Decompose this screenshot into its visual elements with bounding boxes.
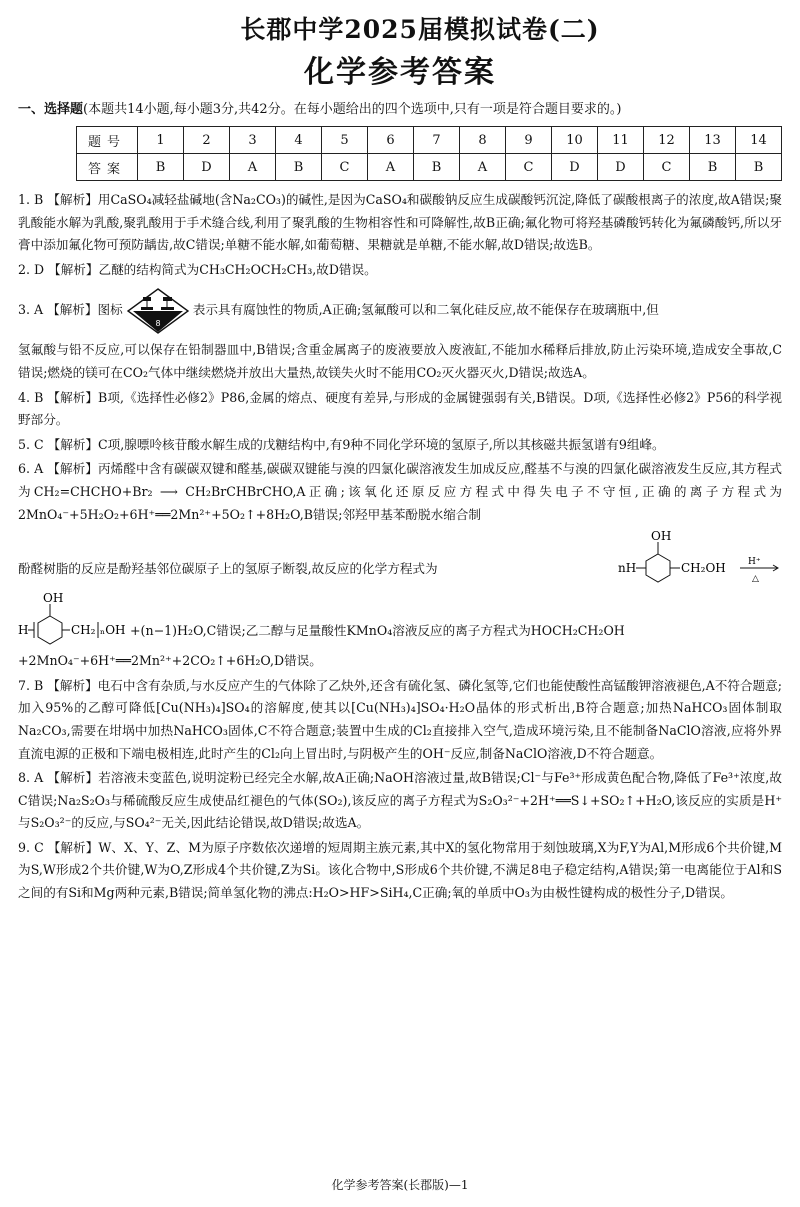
question-6a: 6. A 【解析】丙烯醛中含有碳碳双键和醛基,碳碳双键能与溴的四氯化碳溶液发生加成反应,醛基不与溴的四氯化碳溶液发生反应,其方程式为CH₂=CHCHO+Br₂ ⟶ CH₂BrCHBrCHO,A正确;该氧化还原反应方程式中得失电子不守恒,正确的离子方程式为2MnO₄⁻+5H₂O₂+6H⁺══2Mn²⁺+5O₂↑+8H₂O,B错误;邻羟甲基苯酚脱水缩合制 xyxy=(18,461,782,522)
polymer-ch2: CH₂ xyxy=(71,623,96,638)
doc-title: 化学参考答案 xyxy=(304,55,496,90)
table-cell: 6 xyxy=(368,127,414,154)
q3-text-b: 表示具有腐蚀性的物质,A正确;氢氟酸可以和二氧化硅反应,故不能保存在玻璃瓶中,但 xyxy=(192,302,659,318)
table-row xyxy=(77,127,782,154)
section-desc: (本题共14小题,每小题3分,共42分。在每小题给出的四个选项中,只有一项是符合题目要求的。) xyxy=(83,102,622,117)
table-row xyxy=(77,154,782,181)
table-cell: 3 xyxy=(230,127,276,154)
heat-delta: △ xyxy=(752,574,759,585)
question-6-structure-line xyxy=(18,528,782,584)
table-cell: 10 xyxy=(552,127,598,154)
table-cell: 7 xyxy=(414,127,460,154)
catalyst-h-plus: H⁺ xyxy=(748,557,761,568)
question-9: 9. C 【解析】W、X、Y、Z、M为原子序数依次递增的短周期主族元素,其中X的氢化物常用于刻蚀玻璃,X为F,Y为Al,M形成6个共价键,M为S,W形成2个共价键,W为O,Z形成4个共价键,Z为Si。该化合物中,S形成6个共价键,不满足8电子稳定结构,A错误;第一电离能位于Al和S之间的有Si和Mg两种元素,B错误;简单氢化物的沸点:H₂O>HF>SiH₄,C正确;氧的单质中O₃为由极性键构成的极性分子,D错误。 xyxy=(18,839,782,901)
table-cell: 13 xyxy=(690,127,736,154)
table-cell: C xyxy=(506,154,552,181)
table-cell: A xyxy=(460,154,506,181)
page-footer: 化学参考答案(长郡版)—1 xyxy=(331,1178,469,1192)
monomer-oh: OH xyxy=(651,529,672,544)
table-cell: B xyxy=(414,154,460,181)
school-title: 长郡中学2025届模拟试卷(二) xyxy=(240,15,600,44)
polymer-oh: OH xyxy=(43,591,64,606)
question-5: 5. C 【解析】C项,腺嘌呤核苷酸水解生成的戊糖结构中,有9种不同化学环境的氢原子,所以其核磁共振氢谱有9组峰。 xyxy=(18,436,665,452)
table-cell: C xyxy=(322,154,368,181)
question-6-polymer-line xyxy=(18,586,782,648)
hazard-number: 8 xyxy=(155,318,161,328)
table-cell: 9 xyxy=(506,127,552,154)
answer-table xyxy=(76,126,782,181)
question-2: 2. D 【解析】乙醚的结构简式为CH₃CH₂OCH₂CH₃,故D错误。 xyxy=(18,261,377,277)
question-3-line2: 氢氟酸与铅不反应,可以保存在铅制器皿中,B错误;含重金属离子的废液要放入废液缸,不能加水稀释后排放,防止污染环境,造成安全事故,C错误;燃烧的镁可在CO₂气体中继续燃烧并放出大量热,故镁失火时不能用CO₂灭火器灭火,D错误;故选A。 xyxy=(18,342,782,380)
monomer-ch2oh: CH₂OH xyxy=(681,561,726,576)
polymer-n-oh: ₙOH xyxy=(100,623,126,638)
question-4: 4. B 【解析】B项,《选择性必修2》P86,金属的熔点、硬度有差异,与形成的金属键强弱有关,B错误。D项,《选择性必修2》P56的科学视野部分。 xyxy=(18,389,782,428)
table-cell: B xyxy=(276,154,322,181)
table-cell: 2 xyxy=(184,127,230,154)
table-cell: D xyxy=(552,154,598,181)
corrosive-hazard-icon xyxy=(127,288,189,334)
table-head-number: 题号 xyxy=(77,127,138,154)
table-cell: 4 xyxy=(276,127,322,154)
q6-text-c: +(n−1)H₂O,C错误;乙二醇与足量酸性KMnO₄溶液反应的离子方程式为HOCH₂CH₂OH xyxy=(130,623,625,639)
section-label: 一、选择题 xyxy=(18,102,84,117)
question-8: 8. A 【解析】若溶液未变蓝色,说明淀粉已经完全水解,故A正确;NaOH溶液过量,故B错误;Cl⁻与Fe³⁺形成黄色配合物,降低了Fe³⁺浓度,故C错误;Na₂S₂O₃与稀硫酸反应生成使品红褪色的气体(SO₂),该反应的离子方程式为S₂O₃²⁻+2H⁺══S↓+SO₂↑+H₂O,该反应的实质是H⁺与S₂O₃²⁻的反应,与SO₄²⁻无关,因此结论错误,故D错误;故选A。 xyxy=(18,770,782,831)
q3-text-a: 3. A 【解析】图标 xyxy=(18,302,123,318)
section-heading xyxy=(18,100,782,120)
table-cell: 12 xyxy=(644,127,690,154)
q6-text-b: 酚醛树脂的反应是酚羟基邻位碳原子上的氢原子断裂,故反应的化学方程式为 xyxy=(18,561,438,577)
table-cell: B xyxy=(736,154,782,181)
table-cell: 1 xyxy=(138,127,184,154)
table-cell: D xyxy=(184,154,230,181)
table-cell: 11 xyxy=(598,127,644,154)
table-cell: D xyxy=(598,154,644,181)
table-cell: A xyxy=(230,154,276,181)
question-7: 7. B 【解析】电石中含有杂质,与水反应产生的气体除了乙炔外,还含有硫化氢、磷化氢等,它们也能使酸性高锰酸钾溶液褪色,A不符合题意;加入95%的乙醇可降低[Cu(NH₃)₄]SO₄的溶解度,使其以[Cu(NH₃)₄]SO₄·H₂O晶体的形式析出,B符合题意;加热NaHCO₃固体制取Na₂CO₃,需要在坩埚中加热NaHCO₃固体,C不符合题意;装置中生成的Cl₂直接排入空气,造成环境污染,且不能制备NaClO溶液,应将外界直流电源的正极和下端电极相连,此时产生的Cl₂向上冒出时,与阴极产生的OH⁻反应,制备NaClO溶液,D不符合题意。 xyxy=(18,677,782,761)
table-cell: C xyxy=(644,154,690,181)
monomer-n-h: nH xyxy=(618,561,637,576)
table-cell: 8 xyxy=(460,127,506,154)
monomer-structure xyxy=(618,528,788,584)
table-cell: 5 xyxy=(322,127,368,154)
table-cell: B xyxy=(690,154,736,181)
question-3-line1 xyxy=(18,287,782,333)
table-cell: 14 xyxy=(736,127,782,154)
table-head-answer: 答案 xyxy=(77,154,138,181)
table-cell: B xyxy=(138,154,184,181)
polymer-h: H xyxy=(18,623,29,638)
question-6d: +2MnO₄⁻+6H⁺══2Mn²⁺+2CO₂↑+6H₂O,D错误。 xyxy=(18,653,322,669)
table-cell: A xyxy=(368,154,414,181)
question-1: 1. B 【解析】用CaSO₄减轻盐碱地(含Na₂CO₃)的碱性,是因为CaSO₄和碳酸钠反应生成碳酸钙沉淀,降低了碳酸根离子的浓度,故A错误;聚乳酸能水解为乳酸,聚乳酸用于手术缝合线,利用了聚乳酸的生物相容性和可降解性,故B正确;氟化物可将羟基磷酸钙转化为氟磷酸钙,所以牙膏中添加氟化物可预防龋齿,故C错误;单糖不能水解,如葡萄糖、果糖就是单糖,不能水解,故D错误;故选B。 xyxy=(18,192,782,253)
